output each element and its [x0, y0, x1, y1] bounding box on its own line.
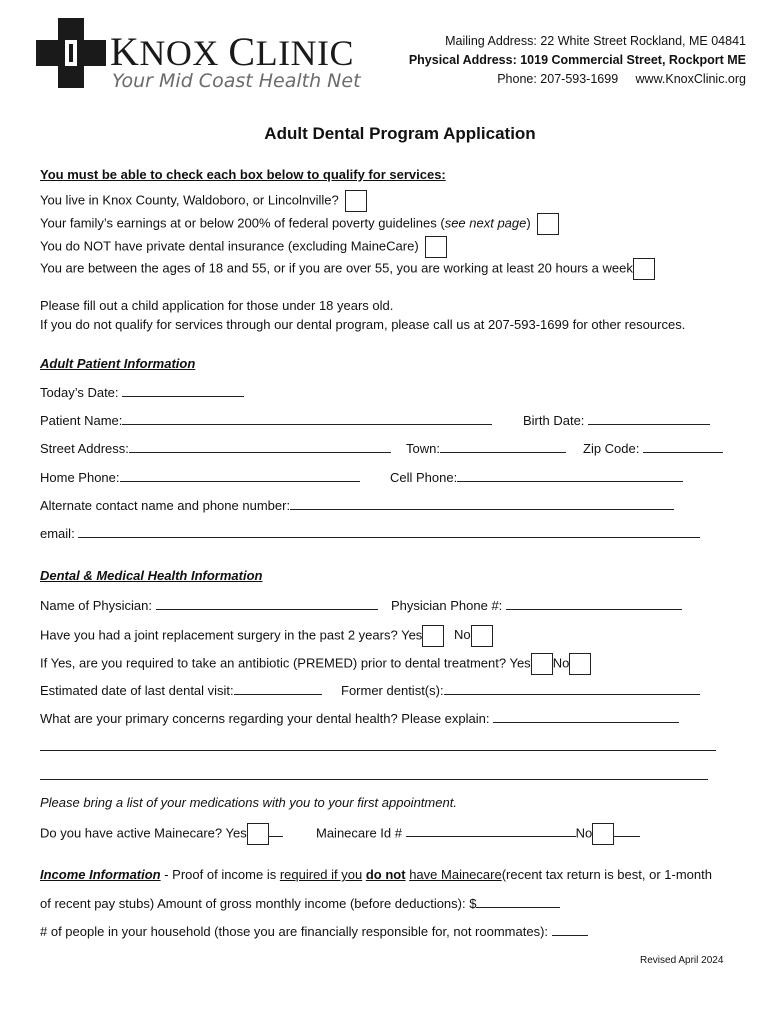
logo-wordmark: KNOX CLINIC — [110, 29, 355, 74]
physician-phone-field[interactable] — [506, 597, 682, 610]
patient-name-row: Patient Name: — [40, 412, 492, 428]
last-visit-field[interactable] — [234, 682, 322, 695]
mainecare-id-field[interactable] — [406, 824, 576, 837]
income-amount-row: of recent pay stubs) Amount of gross monthly income (before deductions): $ — [40, 895, 560, 911]
child-note: Please fill out a child application for those under 18 years old. — [40, 298, 394, 313]
todays-date-row: Today’s Date: — [40, 384, 244, 400]
zip-code-row: Zip Code: — [583, 440, 723, 456]
todays-date-field[interactable] — [122, 384, 244, 397]
alternate-contact-row: Alternate contact name and phone number: — [40, 497, 674, 513]
street-address-row: Street Address: — [40, 440, 391, 456]
home-phone-row: Home Phone: — [40, 469, 360, 485]
income-heading: Income Information — [40, 867, 161, 882]
county-checkbox[interactable] — [345, 190, 367, 212]
concerns-row: What are your primary concerns regarding your dental health? Please explain: — [40, 710, 679, 726]
physician-name-row: Name of Physician: — [40, 597, 378, 613]
health-info-heading: Dental & Medical Health Information — [40, 568, 263, 583]
mainecare-no-checkbox[interactable] — [592, 823, 614, 845]
concerns-field[interactable] — [493, 710, 679, 723]
household-size-field[interactable] — [552, 923, 588, 936]
earnings-checkbox[interactable] — [537, 213, 559, 235]
cell-phone-field[interactable] — [457, 469, 683, 482]
joint-no-checkbox[interactable] — [471, 625, 493, 647]
former-dentist-field[interactable] — [444, 682, 700, 695]
patient-info-heading: Adult Patient Information — [40, 356, 196, 371]
birth-date-field[interactable] — [588, 412, 710, 425]
concerns-line-3[interactable] — [40, 779, 708, 780]
household-size-row: # of people in your household (those you are financially responsible for, not roommates): — [40, 923, 588, 939]
alternate-contact-field[interactable] — [290, 497, 674, 510]
physician-phone-row: Physician Phone #: — [391, 597, 682, 613]
cell-phone-row: Cell Phone: — [390, 469, 683, 485]
patient-name-field[interactable] — [122, 412, 492, 425]
logo-tagline: Your Mid Coast Health Net — [112, 70, 361, 92]
joint-replacement-row: Have you had a joint replacement surgery in the past 2 years? Yes No — [40, 625, 493, 647]
former-dentist-row: Former dentist(s): — [341, 682, 700, 698]
mainecare-yes-checkbox[interactable] — [247, 823, 269, 845]
premed-row: If Yes, are you required to take an antibiotic (PREMED) prior to dental treatment? Yes No — [40, 653, 591, 675]
physician-name-field[interactable] — [156, 597, 378, 610]
email-field[interactable] — [78, 525, 700, 538]
phone-number: Phone: 207-593-1699 — [497, 72, 619, 86]
premed-no-checkbox[interactable] — [569, 653, 591, 675]
revised-date: Revised April 2024 — [640, 955, 724, 966]
home-phone-field[interactable] — [120, 469, 360, 482]
last-visit-row: Estimated date of last dental visit: — [40, 682, 322, 698]
mainecare-id-row: Mainecare Id # No — [316, 823, 640, 845]
street-address-field[interactable] — [129, 440, 391, 453]
medications-note: Please bring a list of your medications with you to your first appointment. — [40, 795, 457, 810]
zip-code-field[interactable] — [643, 440, 723, 453]
website[interactable]: www.KnoxClinic.org — [635, 72, 746, 86]
mainecare-row: Do you have active Mainecare? Yes — [40, 823, 283, 845]
qualify-item-insurance: You do NOT have private dental insurance (excluding MaineCare) — [40, 236, 447, 258]
qualify-item-county: You live in Knox County, Waldoboro, or Lincolnville? — [40, 190, 367, 212]
premed-yes-checkbox[interactable] — [531, 653, 553, 675]
qualify-item-age: You are between the ages of 18 and 55, or if you are over 55, you are working at least 20 hours a week — [40, 258, 655, 280]
joint-yes-checkbox[interactable] — [422, 625, 444, 647]
physical-address: Physical Address: 1019 Commercial Street, Rockport ME — [408, 53, 746, 67]
income-line-1: Income Information - Proof of income is required if you do not have Mainecare(recent tax return is best, or 1-month — [40, 867, 712, 882]
contact-line — [497, 72, 746, 86]
birth-date-row: Birth Date: — [523, 412, 710, 428]
income-amount-field[interactable] — [476, 895, 560, 908]
knox-clinic-logo-icon — [36, 18, 106, 88]
insurance-checkbox[interactable] — [425, 236, 447, 258]
qualify-heading: You must be able to check each box below to qualify for services: — [40, 167, 446, 182]
concerns-line-2[interactable] — [40, 750, 716, 751]
page-title: Adult Dental Program Application — [264, 124, 536, 143]
town-row: Town: — [406, 440, 566, 456]
qualify-item-earnings: Your family’s earnings at or below 200% of federal poverty guidelines (see next page) — [40, 213, 559, 235]
age-checkbox[interactable] — [633, 258, 655, 280]
mailing-address: Mailing Address: 22 White Street Rockland, ME 04841 — [445, 34, 746, 48]
email-row: email: — [40, 525, 700, 541]
other-resources-note: If you do not qualify for services through our dental program, please call us at 207-593-1699 for other resources. — [40, 317, 686, 332]
town-field[interactable] — [440, 440, 566, 453]
